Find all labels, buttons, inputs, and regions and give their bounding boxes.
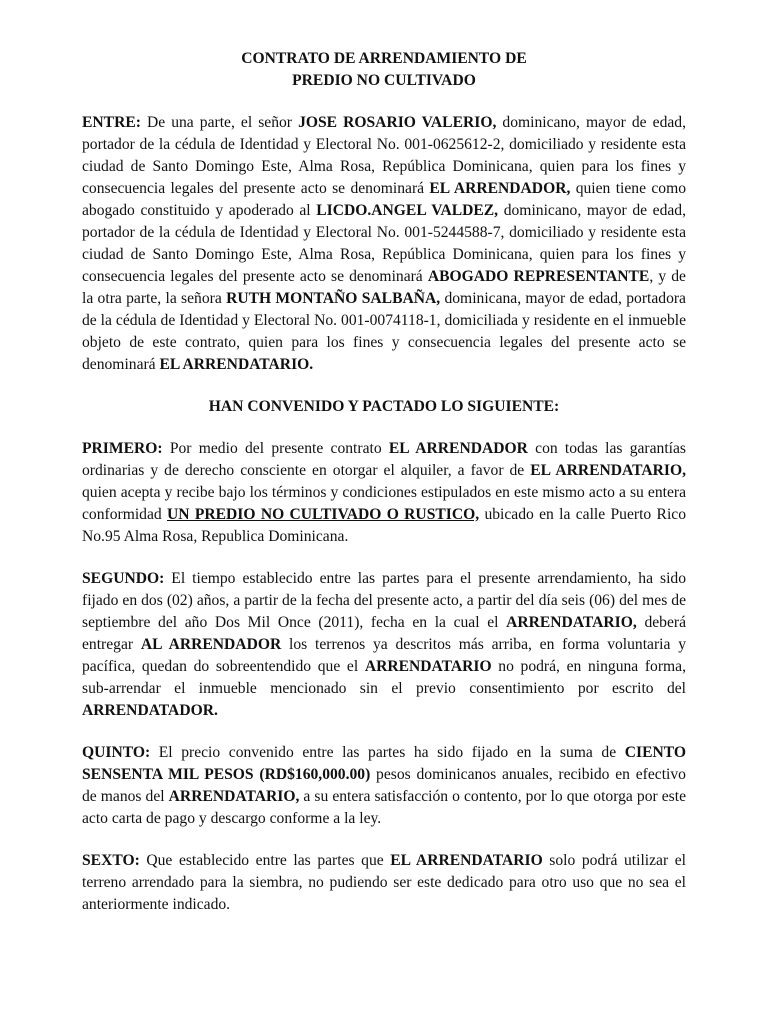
primero-text-1: Por medio del presente contrato: [162, 440, 389, 457]
primero-text-4: ubicado en la calle Puerto Rico No.95 Alma Rosa, Republica Dominicana.: [82, 506, 686, 545]
sexto-text-2: solo podrá utilizar el terreno arrendado para la siembra, no pudiendo ser este dedicado para otro uso que no sea el anteriormente indicado.: [82, 852, 686, 913]
segundo-label: SEGUNDO:: [82, 570, 165, 587]
segundo-bold-3: ARRENDATARIO: [364, 658, 492, 675]
primero-bold-2: EL ARRENDATARIO,: [530, 462, 686, 479]
segundo-text-3: los terrenos ya descritos más arriba, en forma voluntaria y pacífica, quedan do sobreentendido que el: [82, 636, 686, 675]
segundo-bold-2: AL ARRENDADOR: [140, 636, 282, 653]
quinto-bold-1: CIENTO SENSENTA MIL PESOS (RD$160,000.00): [82, 744, 686, 783]
section-heading: HAN CONVENIDO Y PACTADO LO SIGUIENTE:: [208, 398, 560, 415]
entre-text-1: De una parte, el señor: [140, 114, 299, 131]
entre-text-4: dominicano, mayor de edad, portador de la cédula de Identidad y Electoral No. 001-5244588-7, domiciliado y residente esta ciudad de Santo Domingo Este, Alma Rosa, República Dominicana, quien para los fines y consecuencia legales del presente acto se denominará: [82, 202, 686, 285]
paragraph-segundo: [82, 568, 686, 722]
sexto-bold-1: EL ARRENDATARIO: [390, 852, 543, 869]
sexto-text-1: Que establecido entre las partes que: [139, 852, 391, 869]
entre-bold-2: EL ARRENDADOR,: [429, 180, 571, 197]
entre-label: ENTRE:: [82, 114, 141, 131]
paragraph-primero: [82, 438, 686, 548]
title-line-1: CONTRATO DE ARRENDAMIENTO DE: [241, 50, 527, 67]
entre-text-2: dominicano, mayor de edad, portador de la cédula de Identidad y Electoral No. 001-0625612-2, domiciliado y residente esta ciudad de Santo Domingo Este, Alma Rosa, República Dominicana, quien para los fines y consecuencia legales del presente acto se denominará: [82, 114, 686, 197]
title-line-2: PREDIO NO CULTIVADO: [292, 72, 476, 89]
primero-underline-1: UN PREDIO NO CULTIVADO O RUSTICO,: [167, 506, 480, 523]
entre-bold-6: EL ARRENDATARIO.: [159, 356, 314, 373]
entre-bold-5: RUTH MONTAÑO SALBAÑA,: [226, 290, 441, 307]
primero-bold-1: EL ARRENDADOR: [388, 440, 528, 457]
segundo-bold-1: ARRENDATARIO,: [506, 614, 637, 631]
segundo-text-2: deberá entregar: [82, 614, 686, 653]
quinto-text-2: pesos dominicanos anuales, recibido en efectivo de manos del: [82, 766, 686, 805]
quinto-text-3: a su entera satisfacción o contento, por lo que otorga por este acto carta de pago y descargo conforme a la ley.: [82, 788, 686, 827]
entre-bold-3: LICDO.ANGEL VALDEZ,: [316, 202, 499, 219]
paragraph-sexto: [82, 850, 686, 916]
entre-bold-4: ABOGADO REPRESENTANTE: [427, 268, 650, 285]
paragraph-entre: [82, 112, 686, 376]
segundo-bold-4: ARRENDATADOR.: [82, 702, 218, 719]
primero-text-3: quien acepta y recibe bajo los términos y condiciones estipulados en este mismo acto a su entera conformidad: [82, 484, 686, 523]
entre-text-6: dominicana, mayor de edad, portadora de la cédula de Identidad y Electoral No. 001-0074118-1, domiciliada y residente en el inmueble objeto de este contrato, quien para los fines y consecuencia legales del presente acto se denominará: [82, 290, 686, 373]
paragraph-quinto: [82, 742, 686, 830]
segundo-text-4: no podrá, en ninguna forma, sub-arrendar el inmueble mencionado sin el previo consentimiento por escrito del: [82, 658, 686, 697]
segundo-text-1: El tiempo establecido entre las partes para el presente arrendamiento, ha sido fijado en dos (02) años, a partir de la fecha del presente acto, a partir del día seis (06) del mes de septiembre del año Dos Mil Once (2011), fecha en la cual el: [82, 570, 686, 631]
document-title: [82, 48, 686, 92]
quinto-bold-2: ARRENDATARIO,: [168, 788, 300, 805]
sexto-label: SEXTO:: [82, 852, 140, 869]
primero-label: PRIMERO:: [82, 440, 163, 457]
entre-bold-1: JOSE ROSARIO VALERIO,: [298, 114, 497, 131]
entre-text-5: , y de la otra parte, la señora: [82, 268, 686, 307]
entre-text-3: quien tiene como abogado constituido y apoderado al: [82, 180, 686, 219]
primero-text-2: con todas las garantías ordinarias y de derecho consciente en otorgar el alquiler, a favor de: [82, 440, 686, 479]
quinto-label: QUINTO:: [82, 744, 151, 761]
quinto-text-1: El precio convenido entre las partes ha sido fijado en la suma de: [150, 744, 625, 761]
